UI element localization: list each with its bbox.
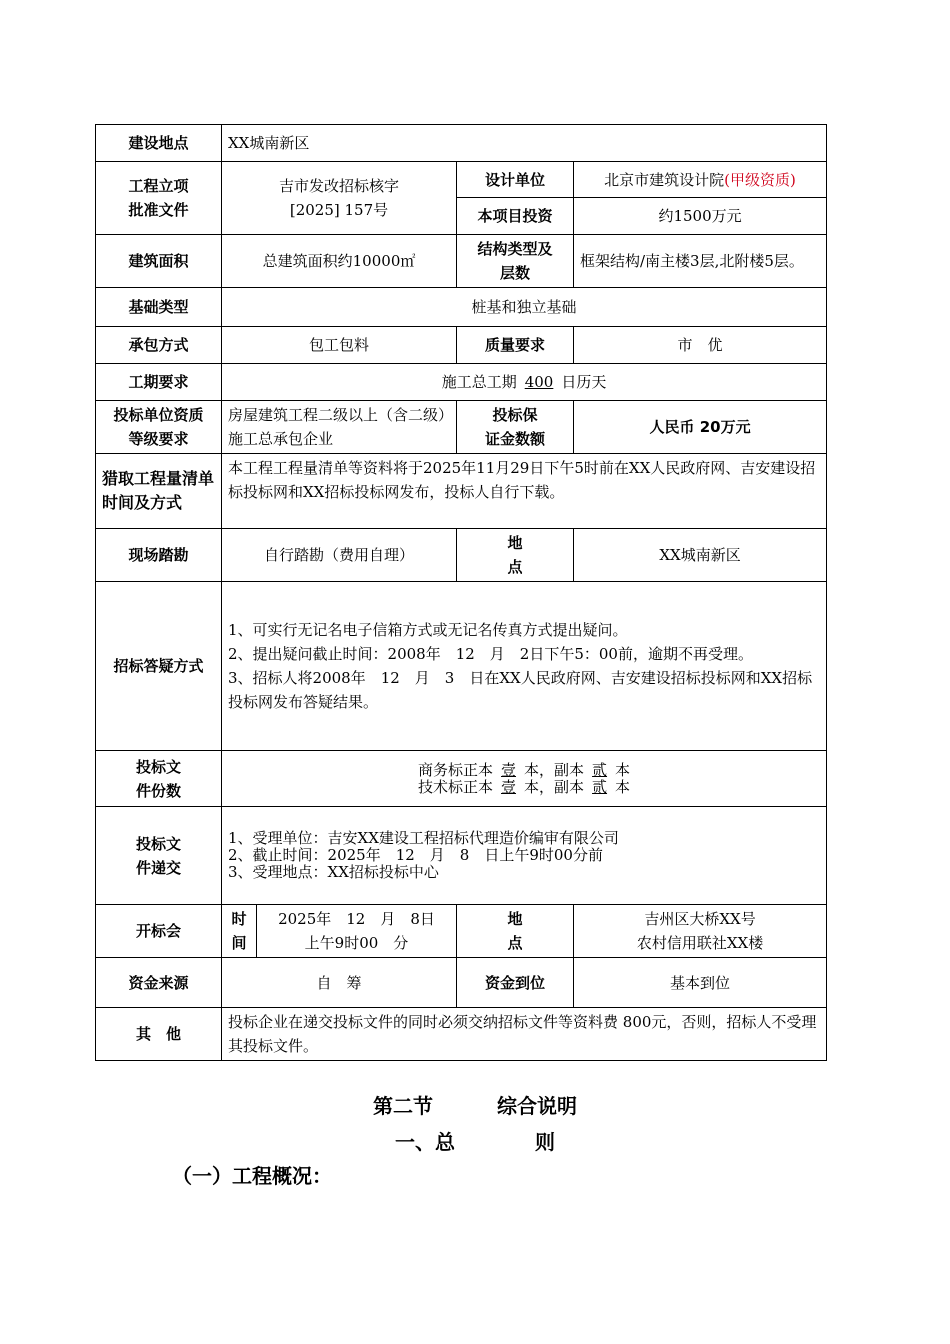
structure-value: 框架结构/南主楼3层,北附楼5层。	[574, 235, 827, 288]
row-bidder-qualification	[96, 401, 827, 454]
period-value: 施工总工期 400 日历天	[222, 364, 827, 401]
bill-label: 猎取工程量清单 时间及方式	[96, 454, 222, 529]
qa-value	[222, 582, 827, 751]
opening-time-value: 2025年 12 月 8日 上午9时00 分	[257, 905, 457, 958]
design-unit-label: 设计单位	[457, 162, 574, 198]
submit-value	[222, 807, 827, 905]
row-area	[96, 235, 827, 288]
opening-place-value: 吉州区大桥XX号 农村信用联社XX楼	[574, 905, 827, 958]
design-qualification: (甲级资质)	[724, 170, 796, 189]
funds-value: 自 筹	[222, 958, 457, 1008]
row-funds	[96, 958, 827, 1008]
site-value: XX城南新区	[222, 125, 827, 162]
funds-label: 资金来源	[96, 958, 222, 1008]
funds-availability-label: 资金到位	[457, 958, 574, 1008]
row-site-visit	[96, 529, 827, 582]
approval-label: 工程立项 批准文件	[96, 162, 222, 235]
investment-label: 本项目投资	[457, 198, 574, 235]
qa-label: 招标答疑方式	[96, 582, 222, 751]
row-opening	[96, 905, 827, 958]
row-copies	[96, 751, 827, 807]
qa-item: 1、可实行无记名电子信箱方式或无记名传真方式提出疑问。	[228, 621, 628, 639]
design-unit-value: 北京市建筑设计院(甲级资质)	[574, 162, 827, 198]
area-label: 建筑面积	[96, 235, 222, 288]
foundation-value: 桩基和独立基础	[222, 288, 827, 327]
investment-value: 约1500万元	[574, 198, 827, 235]
submit-item: 3、受理地点：XX招标投标中心	[228, 863, 439, 881]
opening-label: 开标会	[96, 905, 222, 958]
submit-label: 投标文 件递交	[96, 807, 222, 905]
row-approval	[96, 162, 827, 198]
opening-time-label: 时 间	[222, 905, 257, 958]
deposit-label: 投标保 证金数额	[457, 401, 574, 454]
structure-label: 结构类型及 层数	[457, 235, 574, 288]
quality-label: 质量要求	[457, 327, 574, 364]
row-bill	[96, 454, 827, 529]
site-visit-value: 自行踏勘（费用自理）	[222, 529, 457, 582]
section-heading: 第二节 综合说明	[373, 1094, 577, 1118]
site-label: 建设地点	[96, 125, 222, 162]
copies-value: 商务标正本 壹 本，副本 贰 本 技术标正本 壹 本，副本 贰 本	[222, 751, 827, 807]
deposit-value: 人民币 20万元	[574, 401, 827, 454]
submit-item: 1、受理单位：吉安XX建设工程招标代理造价编审有限公司	[228, 829, 619, 847]
bidder-qualification-label: 投标单位资质 等级要求	[96, 401, 222, 454]
funds-availability-value: 基本到位	[574, 958, 827, 1008]
site-visit-place-label: 地 点	[457, 529, 574, 582]
tender-info-table	[95, 124, 827, 1061]
other-label: 其 他	[96, 1008, 222, 1061]
row-site	[96, 125, 827, 162]
row-period	[96, 364, 827, 401]
approval-value: 吉市发改招标核字 [2025] 157号	[222, 162, 457, 235]
quality-value: 市 优	[574, 327, 827, 364]
foundation-label: 基础类型	[96, 288, 222, 327]
opening-place-label: 地 点	[457, 905, 574, 958]
qa-item: 3、招标人将2008年 12 月 3 日在XX人民政府网、吉安建设招标投标网和XX招标投标网发布答疑结果。	[228, 669, 813, 711]
qa-item: 2、提出疑问截止时间：2008年 12 月 2日下午5：00前，逾期不再受理。	[228, 645, 753, 663]
row-other	[96, 1008, 827, 1061]
bidder-qualification-value: 房屋建筑工程二级以上（含二级）施工总承包企业	[222, 401, 457, 454]
row-qa	[96, 582, 827, 751]
copies-label: 投标文 件份数	[96, 751, 222, 807]
contract-label: 承包方式	[96, 327, 222, 364]
period-label: 工期要求	[96, 364, 222, 401]
other-value: 投标企业在递交投标文件的同时必须交纳招标文件等资料费 800元，否则，招标人不受理其投标文件。	[222, 1008, 827, 1061]
submit-item: 2、截止时间：2025年 12 月 8 日上午9时00分前	[228, 846, 603, 864]
contract-value: 包工包料	[222, 327, 457, 364]
period-days: 400	[524, 373, 554, 391]
row-submit	[96, 807, 827, 905]
site-visit-label: 现场踏勘	[96, 529, 222, 582]
row-foundation	[96, 288, 827, 327]
area-value: 总建筑面积约10000㎡	[222, 235, 457, 288]
subsection-heading: （一）工程概况：	[172, 1164, 332, 1188]
row-contract	[96, 327, 827, 364]
bill-value: 本工程工程量清单等资料将于2025年11月29日下午5时前在XX人民政府网、吉安建设招标投标网和XX招标投标网发布，投标人自行下载。	[222, 454, 827, 529]
chapter-heading: 一、总 则	[395, 1130, 555, 1154]
site-visit-place-value: XX城南新区	[574, 529, 827, 582]
